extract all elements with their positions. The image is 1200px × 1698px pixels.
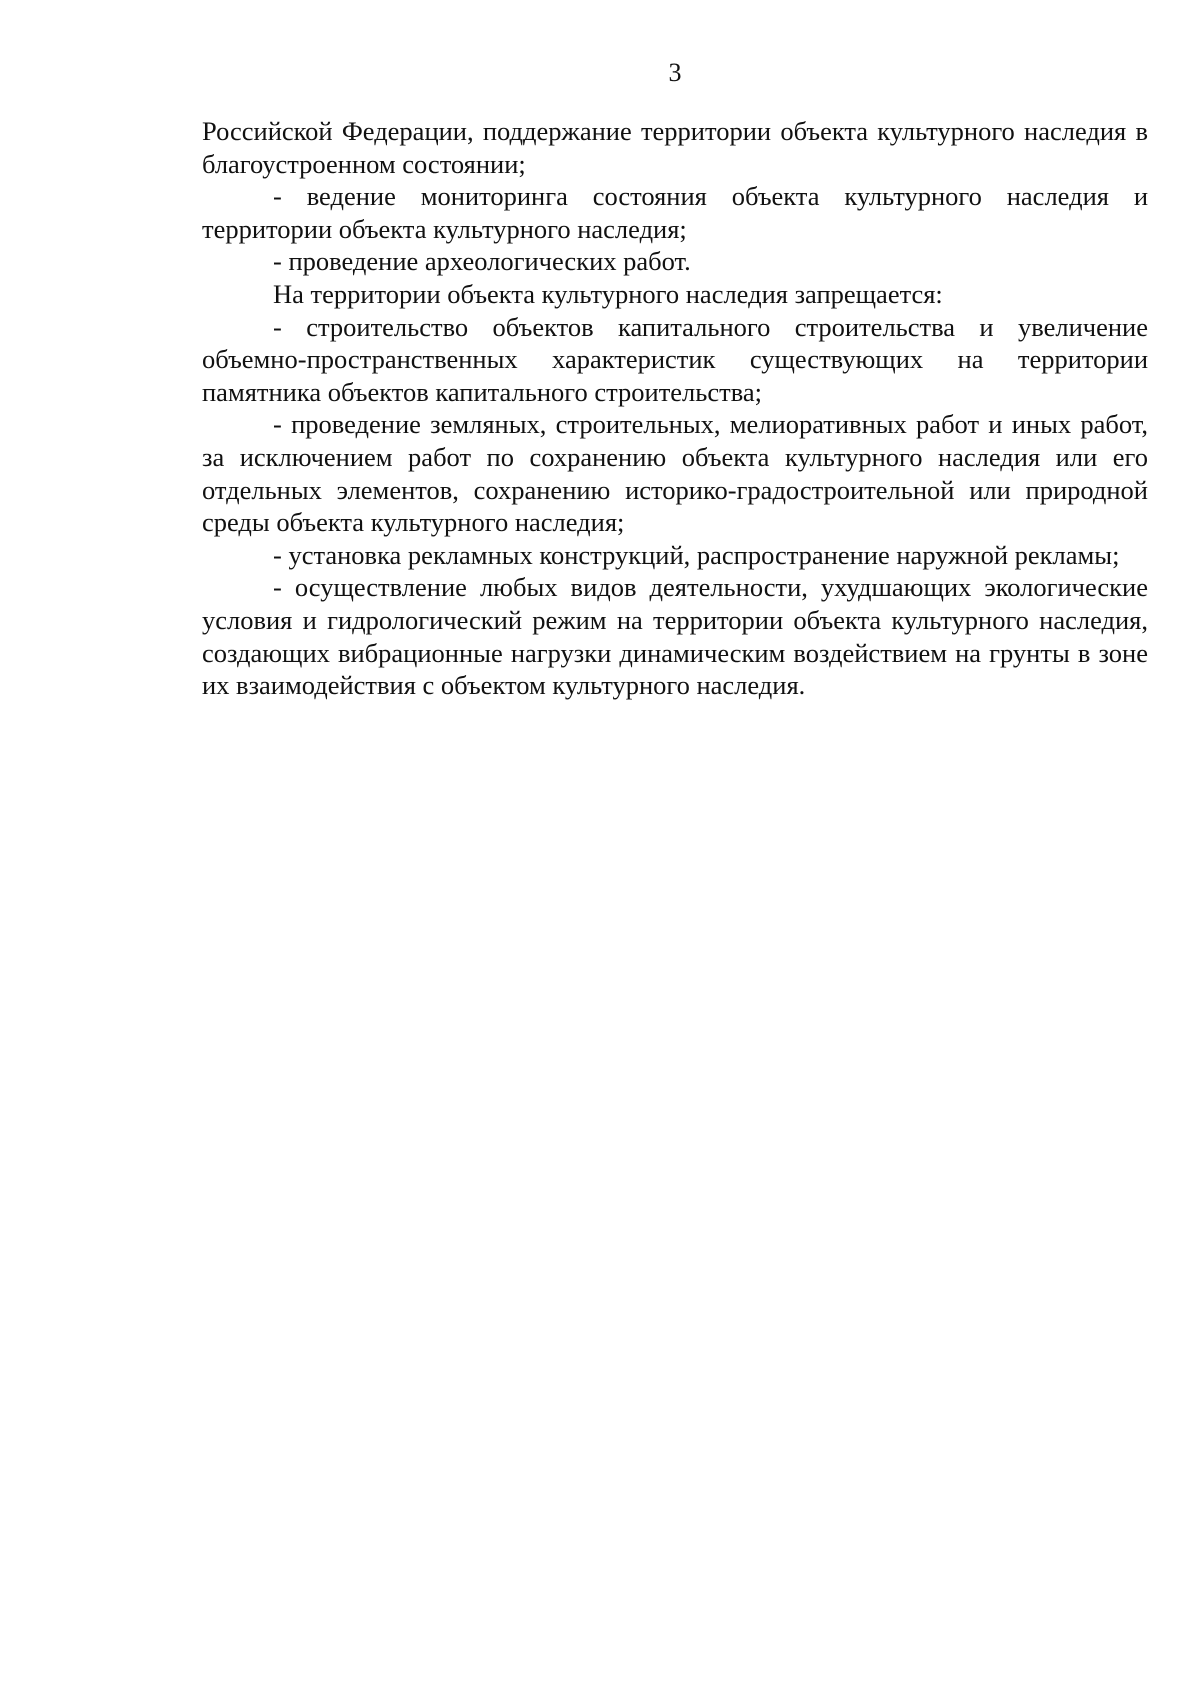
document-body [202, 115, 1148, 702]
paragraph-construction: - строительство объектов капитального строительства и увеличение объемно-пространственных характеристик существующих на территории памятника объектов капитального строительства; [202, 311, 1148, 407]
paragraph-prohibitions-heading: На территории объекта культурного наследия запрещается: [273, 278, 943, 309]
paragraph-advertising: - установка рекламных конструкций, распространение наружной рекламы; [273, 539, 1120, 570]
paragraph-monitoring: - ведение мониторинга состояния объекта культурного наследия и территории объекта культурного наследия; [202, 181, 1148, 244]
paragraph-archaeology: - проведение археологических работ. [273, 246, 691, 277]
paragraph-activities: - осуществление любых видов деятельности, ухудшающих экологические условия и гидрологический режим на территории объекта культурного наследия, создающих вибрационные нагрузки динамическим воздействием на грунты в зоне их взаимодействия с объектом культурного наследия. [202, 572, 1148, 701]
paragraph-continuation: Российской Федерации, поддержание территории объекта культурного наследия в благоустроенном состоянии; [202, 116, 1148, 179]
page-number: 3 [668, 58, 682, 87]
paragraph-earthworks: - проведение земляных, строительных, мелиоративных работ и иных работ, за исключением работ по сохранению объекта культурного наследия или его отдельных элементов, сохранению историко-градостроительной или природной среды объекта культурного наследия; [202, 409, 1148, 538]
